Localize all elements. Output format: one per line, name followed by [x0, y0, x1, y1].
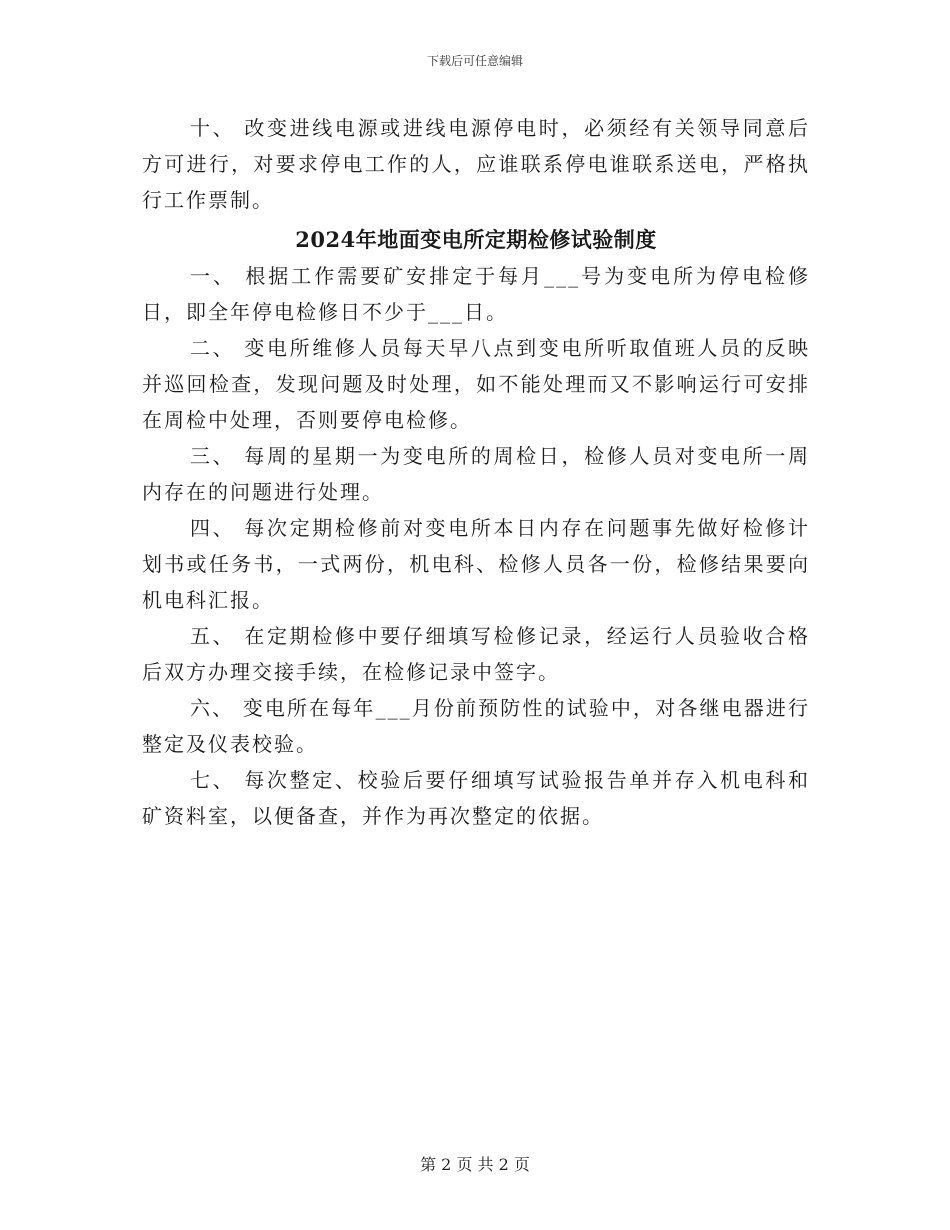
- paragraph-7: 七、 每次整定、校验后要仔细填写试验报告单并存入机电科和矿资料室，以便备查，并作为再次整定的依据。: [142, 768, 810, 828]
- paragraph-4: 四、 每次定期检修前对变电所本日内存在问题事先做好检修计划书或任务书，一式两份，机电科、检修人员各一份，检修结果要向机电科汇报。: [142, 516, 810, 612]
- document-body: [142, 110, 810, 834]
- paragraph-3: 三、 每周的星期一为变电所的周检日，检修人员对变电所一周内存在的问题进行处理。: [142, 444, 810, 504]
- intro-paragraph: 十、 改变进线电源或进线电源停电时，必须经有关领导同意后方可进行，对要求停电工作的人，应谁联系停电谁联系送电，严格执行工作票制。: [142, 116, 810, 212]
- paragraph-6: 六、 变电所在每年___月份前预防性的试验中，对各继电器进行整定及仪表校验。: [142, 696, 810, 756]
- document-title: 2024年地面变电所定期检修试验制度: [295, 227, 657, 252]
- paragraph-2: 二、 变电所维修人员每天早八点到变电所听取值班人员的反映并巡回检查，发现问题及时处理，如不能处理而又不影响运行可安排在周检中处理，否则要停电检修。: [142, 336, 810, 432]
- page-header: 下载后可任意编辑: [426, 54, 523, 68]
- page-footer: 第 2 页 共 2 页: [420, 1155, 530, 1174]
- paragraph-5: 五、 在定期检修中要仔细填写检修记录，经运行人员验收合格后双方办理交接手续，在检修记录中签字。: [142, 624, 810, 684]
- paragraph-1: 一、 根据工作需要矿安排定于每月___号为变电所为停电检修日，即全年停电检修日不少于___日。: [142, 264, 810, 324]
